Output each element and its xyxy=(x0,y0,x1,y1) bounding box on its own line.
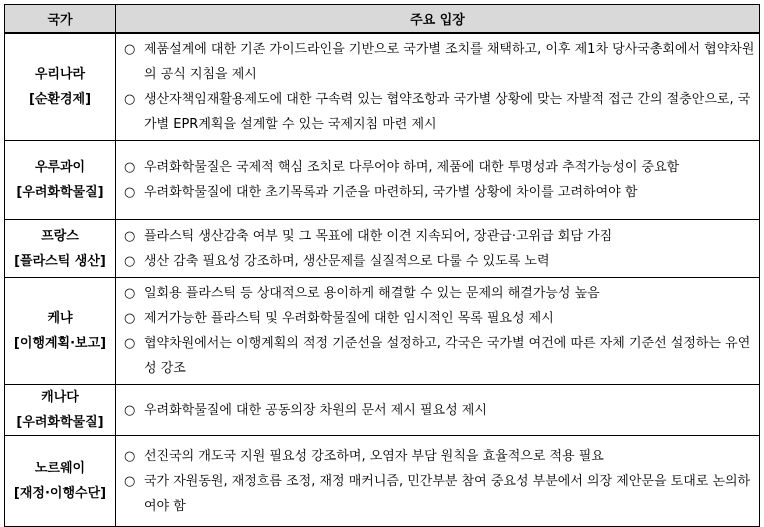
position-text: 플라스틱 생산감축 여부 및 그 목표에 대한 이견 지속되어, 장관급·고위급 회담 가짐 xyxy=(144,228,613,244)
country-name: 프랑스 xyxy=(41,228,79,244)
circle-bullet-icon: ○ xyxy=(124,402,136,418)
country-cell xyxy=(5,220,116,278)
country-topic: [우려화학물질] xyxy=(16,415,104,430)
position-cell xyxy=(116,436,760,527)
country-cell xyxy=(5,141,116,220)
position-item xyxy=(124,249,755,274)
table-header-row xyxy=(5,5,760,34)
country-topic: [순환경제] xyxy=(28,92,92,107)
header-position: 주요 입장 xyxy=(116,5,760,34)
table-row xyxy=(5,385,760,436)
position-item xyxy=(124,155,755,180)
country-name: 노르웨이 xyxy=(34,461,86,476)
circle-bullet-icon: ○ xyxy=(124,473,136,489)
circle-bullet-icon: ○ xyxy=(124,185,136,200)
country-cell xyxy=(5,278,116,385)
country-topic: [이행계획·보고] xyxy=(13,336,107,351)
position-text: 국가 자원동원, 재정흐름 조정, 재정 매커니즘, 민간부분 참여 중요성 부분에서 의장 제안문을 토대로 논의하여야 함 xyxy=(144,473,751,514)
position-item xyxy=(124,306,755,331)
position-text: 우려화학물질은 국제적 핵심 조치로 다루어야 하며, 제품에 대한 투명성과 추적가능성이 중요함 xyxy=(144,160,680,175)
table-body xyxy=(5,33,760,527)
position-text: 우려화학물질에 대한 초기목록과 기준을 마련하되, 국가별 상황에 차이를 고려하여야 함 xyxy=(144,185,638,200)
circle-bullet-icon: ○ xyxy=(124,336,136,351)
position-item xyxy=(124,37,755,87)
table-row xyxy=(5,436,760,527)
position-cell xyxy=(116,141,760,220)
country-cell xyxy=(5,436,116,527)
country-name: 우리나라 xyxy=(34,67,86,82)
position-item xyxy=(124,444,755,469)
position-item xyxy=(124,398,755,423)
table-row xyxy=(5,141,760,220)
circle-bullet-icon: ○ xyxy=(124,92,136,107)
circle-bullet-icon: ○ xyxy=(124,160,136,175)
table-row xyxy=(5,33,760,141)
table-row xyxy=(5,220,760,278)
country-topic: [플라스틱 생산] xyxy=(14,253,106,269)
position-item xyxy=(124,469,755,519)
country-cell xyxy=(5,385,116,436)
position-text: 제거가능한 플라스틱 및 우려화학물질에 대한 임시적인 목록 필요성 제시 xyxy=(144,311,554,326)
position-text: 일회용 플라스틱 등 상대적으로 용이하게 해결할 수 있는 문제의 해결가능성 높음 xyxy=(144,286,600,301)
circle-bullet-icon: ○ xyxy=(124,286,136,301)
position-text: 우려화학물질에 대한 공동의장 차원의 문서 제시 필요성 제시 xyxy=(144,402,487,418)
circle-bullet-icon: ○ xyxy=(124,228,136,244)
position-cell xyxy=(116,33,760,141)
position-item xyxy=(124,224,755,249)
table-row xyxy=(5,278,760,385)
country-name: 케냐 xyxy=(47,311,73,326)
position-text: 제품설계에 대한 기존 가이드라인을 기반으로 국가별 조치를 채택하고, 이후 제1차 당사국총회에서 협약차원의 공식 지침을 제시 xyxy=(144,42,755,82)
position-item xyxy=(124,180,755,205)
position-cell xyxy=(116,220,760,278)
circle-bullet-icon: ○ xyxy=(124,448,136,464)
header-country: 국가 xyxy=(5,5,116,34)
circle-bullet-icon: ○ xyxy=(124,253,136,269)
country-topic: [재정·이행수단] xyxy=(13,486,107,501)
positions-table xyxy=(4,4,760,527)
country-cell xyxy=(5,33,116,141)
circle-bullet-icon: ○ xyxy=(124,311,136,326)
position-cell xyxy=(116,385,760,436)
position-text: 생산 감축 필요성 강조하며, 생산문제를 실질적으로 다룰 수 있도록 노력 xyxy=(144,253,550,269)
position-item xyxy=(124,87,755,137)
position-text: 선진국의 개도국 지원 필요성 강조하며, 오염자 부담 원칙을 효율적으로 적용 필요 xyxy=(144,448,604,464)
country-name: 캐나다 xyxy=(41,390,79,405)
position-item xyxy=(124,331,755,381)
country-name: 우루과이 xyxy=(34,160,86,175)
circle-bullet-icon: ○ xyxy=(124,42,136,57)
position-text: 생산자책임재활용제도에 대한 구속력 있는 협약조항과 국가별 상황에 맞는 자발적 접근 간의 절충안으로, 국가별 EPR계획을 설계할 수 있는 국제지침 마련 제시 xyxy=(144,92,751,132)
position-cell xyxy=(116,278,760,385)
position-item xyxy=(124,281,755,306)
position-text: 협약차원에서는 이행계획의 적정 기준선을 설정하고, 각국은 국가별 여건에 따른 자체 기준선 설정하는 유연성 강조 xyxy=(144,336,751,376)
country-topic: [우려화학물질] xyxy=(16,185,104,200)
